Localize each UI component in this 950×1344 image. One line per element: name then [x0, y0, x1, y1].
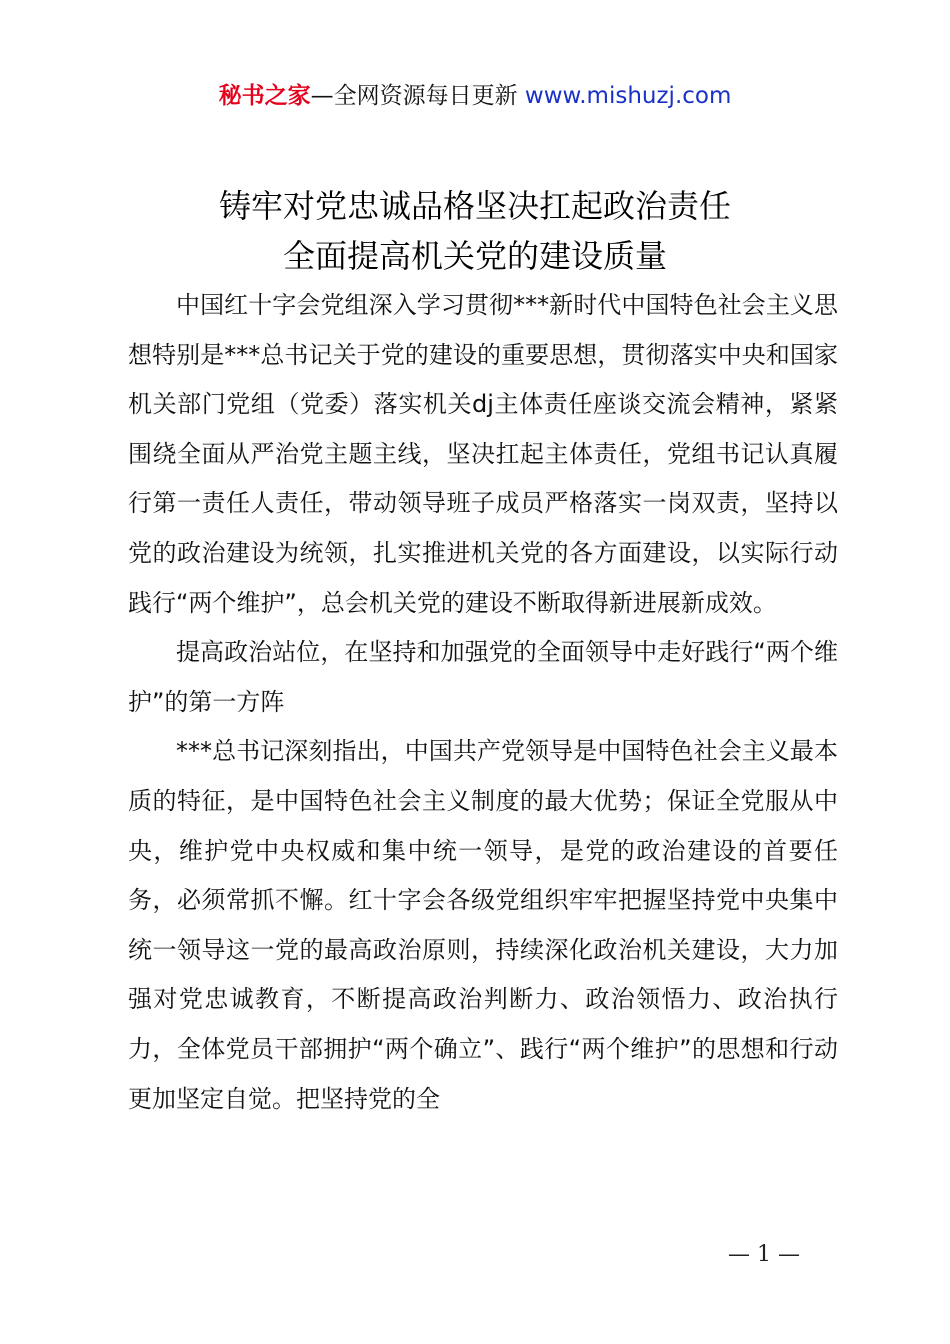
document-title-line-2: 全面提高机关党的建设质量 — [282, 237, 667, 275]
section-heading: 提高政治站位，在坚持和加强党的全面领导中走好践行“两个维护”的第一方阵 — [128, 638, 838, 716]
body-paragraph-1: 中国红十字会党组深入学习贯彻***新时代中国特色社会主义思想特别是***总书记关于党的建设的重要思想，贯彻落实中央和国家机关部门党组（党委）落实机关dj主体责任座谈交流会精神，紧紧围绕全面从严治党主题主线，坚决扛起主体责任，党组书记认真履行第一责任人责任，带动领导班子成员严格落实一岗双责，坚持以党的政治建设为统领，扎实推进机关党的各方面建设，以实际行动践行“两个维护”，总会机关党的建设不断取得新进展新成效。 — [128, 291, 838, 617]
body-paragraph-2: ***总书记深刻指出，中国共产党领导是中国特色社会主义最本质的特征，是中国特色社会主义制度的最大优势；保证全党服从中央，维护党中央权威和集中统一领导，是党的政治建设的首要任务，必须常抓不懈。红十字会各级党组织牢牢把握坚持党中央集中统一领导这一党的最高政治原则，持续深化政治机关建设，大力加强对党忠诚教育，不断提高政治判断力、政治领悟力、政治执行力，全体党员干部拥护“两个确立”、践行“两个维护”的思想和行动更加坚定自觉。把坚持党的全 — [128, 737, 838, 1113]
site-tagline: —全网资源每日更新 — [310, 83, 518, 109]
document-title-line-1: 铸牢对党忠诚品格坚决扛起政治责任 — [218, 187, 731, 225]
site-brand: 秘书之家 — [218, 83, 311, 109]
document-body — [128, 281, 838, 1124]
page-number: — 1 — — [728, 1242, 800, 1267]
site-header — [0, 78, 950, 114]
site-url-link[interactable]: www.mishuzj.com — [524, 83, 732, 109]
